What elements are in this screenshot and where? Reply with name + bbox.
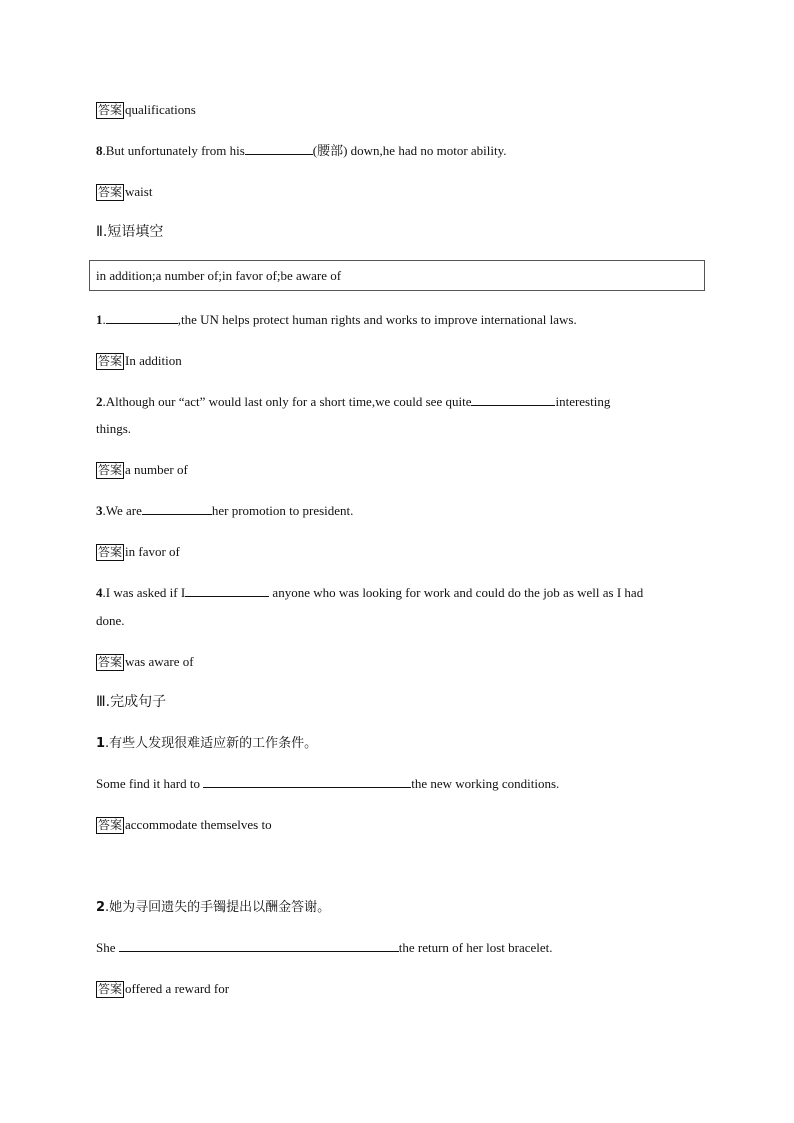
question-3-2-chinese: [96, 899, 330, 917]
answer-line-2-4: [96, 653, 194, 671]
question-8: [96, 142, 507, 160]
question-3-1-english: [96, 775, 559, 793]
answer-tag: 答案: [98, 982, 123, 996]
answer-text: offered a reward for: [125, 981, 230, 996]
answer-line-2-3: [96, 543, 180, 561]
question-text-after: her promotion to president.: [211, 503, 354, 518]
answer-text: a number of: [125, 462, 188, 477]
answer-text: accommodate themselves to: [125, 817, 272, 832]
answer-line-8: [96, 183, 152, 201]
answer-tag: 答案: [98, 545, 123, 559]
chinese-prompt: .有些人发现很难适应新的工作条件。: [105, 736, 318, 751]
question-text-before: .But unfortunately from his: [102, 143, 245, 158]
answer-tag: 答案: [98, 655, 123, 669]
question-2-1: [96, 311, 577, 329]
question-2-3: [96, 502, 353, 520]
answer-tag: 答案: [98, 354, 123, 368]
question-number: 2: [96, 900, 106, 915]
question-text-before: Some find it hard to: [96, 776, 204, 791]
question-3-2-english: [96, 939, 553, 957]
question-text-before: .Although our “act” would last only for a short time,we could see quite: [102, 394, 472, 409]
answer-line-2-1: [96, 352, 182, 370]
question-number: 4: [96, 585, 103, 600]
question-2-2: [96, 393, 610, 411]
fill-blank: [185, 584, 269, 597]
question-number: 3: [96, 503, 103, 518]
answer-text: in favor of: [125, 544, 180, 559]
question-text-after: interesting: [555, 394, 611, 409]
question-text-before: .We are: [102, 503, 142, 518]
answer-tag: 答案: [98, 103, 123, 117]
answer-line-2-2: [96, 461, 188, 479]
fill-blank: [203, 775, 411, 788]
answer-tag: 答案: [98, 185, 123, 199]
question-text-after: (腰部) down,he had no motor ability.: [312, 143, 507, 158]
question-text-after: the return of her lost bracelet.: [398, 940, 553, 955]
answer-text: was aware of: [125, 654, 194, 669]
answer-tag: 答案: [98, 818, 123, 832]
fill-blank: [142, 502, 212, 515]
question-text-after: the new working conditions.: [411, 776, 560, 791]
question-2-2-continued: things.: [96, 421, 132, 436]
question-text-before: .: [102, 312, 106, 327]
question-2-4-continued: done.: [96, 613, 125, 628]
question-text-before: .I was asked if I: [102, 585, 186, 600]
answer-line-3-1: [96, 816, 272, 834]
chinese-prompt: .她为寻回遗失的手镯提出以酬金答谢。: [105, 900, 331, 915]
question-number: 1: [96, 312, 103, 327]
section-3-title: Ⅲ.完成句子: [96, 694, 167, 710]
answer-text: waist: [125, 184, 153, 199]
fill-blank: [471, 393, 555, 406]
question-number: 1: [96, 736, 106, 751]
question-3-1-chinese: [96, 735, 317, 753]
word-bank-text: in addition;a number of;in favor of;be aware of: [96, 268, 342, 283]
word-bank-box: [89, 260, 705, 291]
question-text-before: She: [96, 940, 119, 955]
question-number: 8: [96, 143, 103, 158]
question-text-after: ,the UN helps protect human rights and works to improve international laws.: [177, 312, 577, 327]
question-text-after: anyone who was looking for work and could do the job as well as I had: [269, 585, 644, 600]
answer-text: qualifications: [125, 102, 196, 117]
answer-line-3-2: [96, 980, 229, 998]
question-2-4: [96, 584, 643, 602]
question-number: 2: [96, 394, 103, 409]
fill-blank: [119, 939, 399, 952]
section-2-title: Ⅱ.短语填空: [96, 224, 164, 240]
answer-line-7: [96, 101, 196, 119]
fill-blank: [106, 311, 178, 324]
answer-tag: 答案: [98, 463, 123, 477]
answer-text: In addition: [125, 353, 182, 368]
fill-blank: [245, 142, 313, 155]
